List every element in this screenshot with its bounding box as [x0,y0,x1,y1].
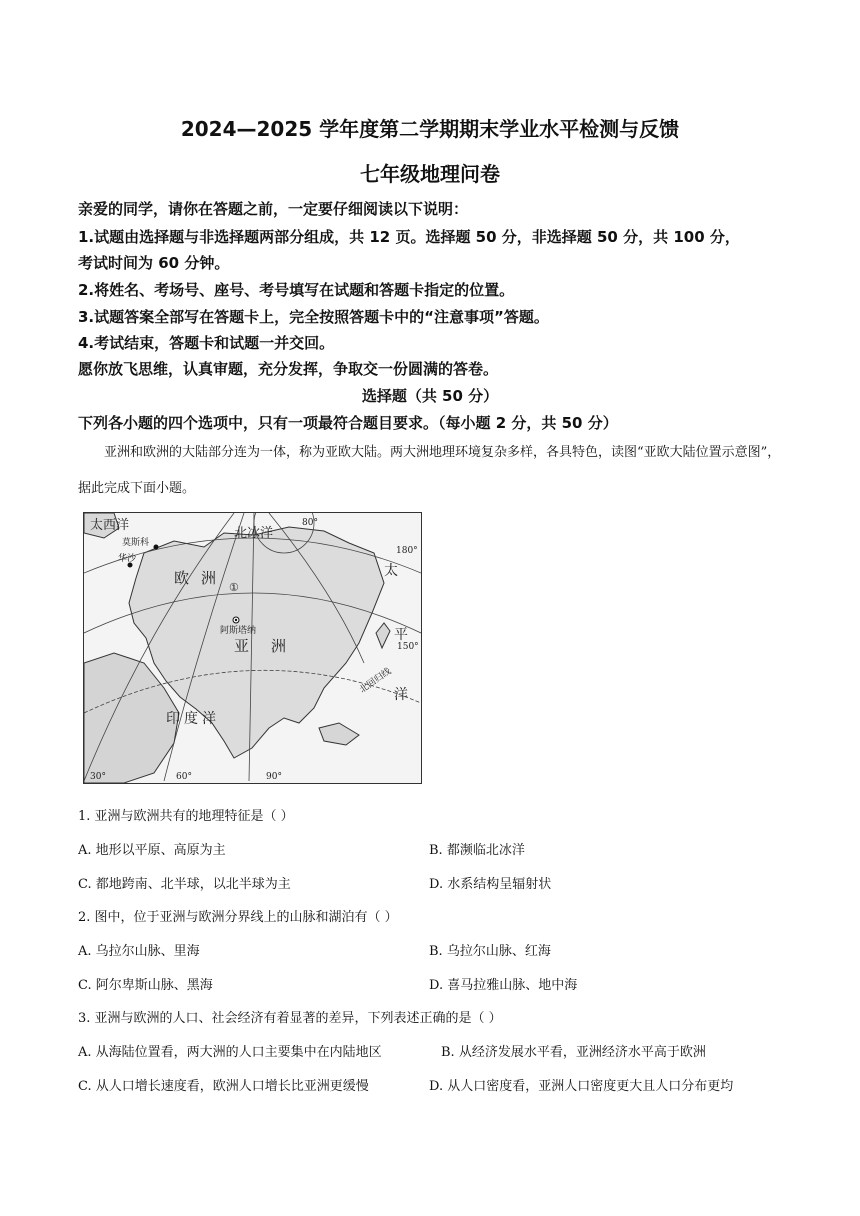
question-3-option-a[interactable]: A. 从海陆位置看，两大洲的人口主要集中在内陆地区 [78,1045,382,1060]
instruction-line: 4.考试结束，答题卡和试题一并交回。 [78,334,335,352]
pacific-label-2: 平 [394,627,408,643]
question-1: 1. 亚洲与欧洲共有的地理特征是（ ） [78,809,294,824]
europe-label: 欧洲 [174,569,229,587]
section-instruction: 下列各小题的四个选项中，只有一项最符合题目要求。（每小题 2 分，共 50 分） [78,414,618,432]
instruction-line: 1.试题由选择题与非选择题两部分组成，共 12 页。选择题 50 分，非选择题 50 分，共 100 分， [78,228,740,246]
moscow-dot [154,545,159,550]
map-graphic [84,513,421,783]
exam-subtitle: 七年级地理问卷 [360,162,500,186]
instruction-line: 愿你放飞思维，认真审题，充分发挥，争取交一份圆满的答卷。 [78,360,499,378]
lon-60-label: 60° [176,772,192,782]
lon-90-label: 90° [266,772,282,782]
lon-150-label: 150° [397,642,419,652]
astana-label: 阿斯塔纳 [220,626,257,636]
lon-30-label: 30° [90,772,106,782]
japan-islands [376,623,390,648]
passage-text: 亚洲和欧洲的大陆部分连为一体，称为亚欧大陆。两大洲地理环境复杂多样，各具特色，读图“亚欧大陆位置示意图”，据此完成下面小题。 [78,445,781,496]
exam-title: 2024—2025 学年度第二学期期末学业水平检测与反馈 [180,117,680,141]
question-2-option-b[interactable]: B. 乌拉尔山脉、红海 [429,944,551,959]
arctic-label: 北冰洋 [234,526,274,541]
instruction-line: 2.将姓名、考场号、座号、考号填写在试题和答题卡指定的位置。 [78,281,515,299]
eurasia-map [83,512,422,784]
lon-180-label: 180° [396,546,418,556]
pacific-label-3: 洋 [394,687,408,703]
question-3-option-b[interactable]: B. 从经济发展水平看，亚洲经济水平高于欧洲 [441,1045,706,1060]
question-1-option-c[interactable]: C. 都地跨南、北半球，以北半球为主 [78,877,291,892]
instruction-line: 考试时间为 60 分钟。 [78,254,230,272]
southeast-asia-islands [319,723,359,745]
instruction-line: 亲爱的同学，请你在答题之前，一定要仔细阅读以下说明： [78,200,469,218]
pacific-label-1: 太 [384,563,398,579]
question-3-option-c[interactable]: C. 从人口增长速度看，欧洲人口增长比亚洲更缓慢 [78,1079,369,1094]
atlantic-label: 太西洋 [90,518,130,533]
tropic-label: 北回归线 [357,666,394,696]
warsaw-label: 华沙 [118,554,137,564]
lat-80-label: 80° [302,518,318,528]
question-2-option-c[interactable]: C. 阿尔卑斯山脉、黑海 [78,978,213,993]
question-2-option-a[interactable]: A. 乌拉尔山脉、里海 [78,944,200,959]
question-1-option-b[interactable]: B. 都濒临北冰洋 [429,843,525,858]
moscow-label: 莫斯科 [122,538,150,548]
question-3: 3. 亚洲与欧洲的人口、社会经济有着显著的差异，下列表述正确的是（ ） [78,1011,502,1026]
asia-label: 亚洲 [234,637,309,655]
question-1-option-a[interactable]: A. 地形以平原、高原为主 [78,843,226,858]
instruction-line: 3.试题答案全部写在答题卡上，完全按照答题卡中的“注意事项”答题。 [78,308,549,326]
section-title: 选择题（共 50 分） [361,387,499,405]
question-2: 2. 图中，位于亚洲与欧洲分界线上的山脉和湖泊有（ ） [78,910,398,925]
marker-label: ① [229,581,239,594]
question-3-option-d[interactable]: D. 从人口密度看，亚洲人口密度更大且人口分布更均 [429,1079,734,1094]
question-1-option-d[interactable]: D. 水系结构呈辐射状 [429,877,552,892]
indian-ocean-label: 印度洋 [166,711,220,727]
question-2-option-d[interactable]: D. 喜马拉雅山脉、地中海 [429,978,578,993]
